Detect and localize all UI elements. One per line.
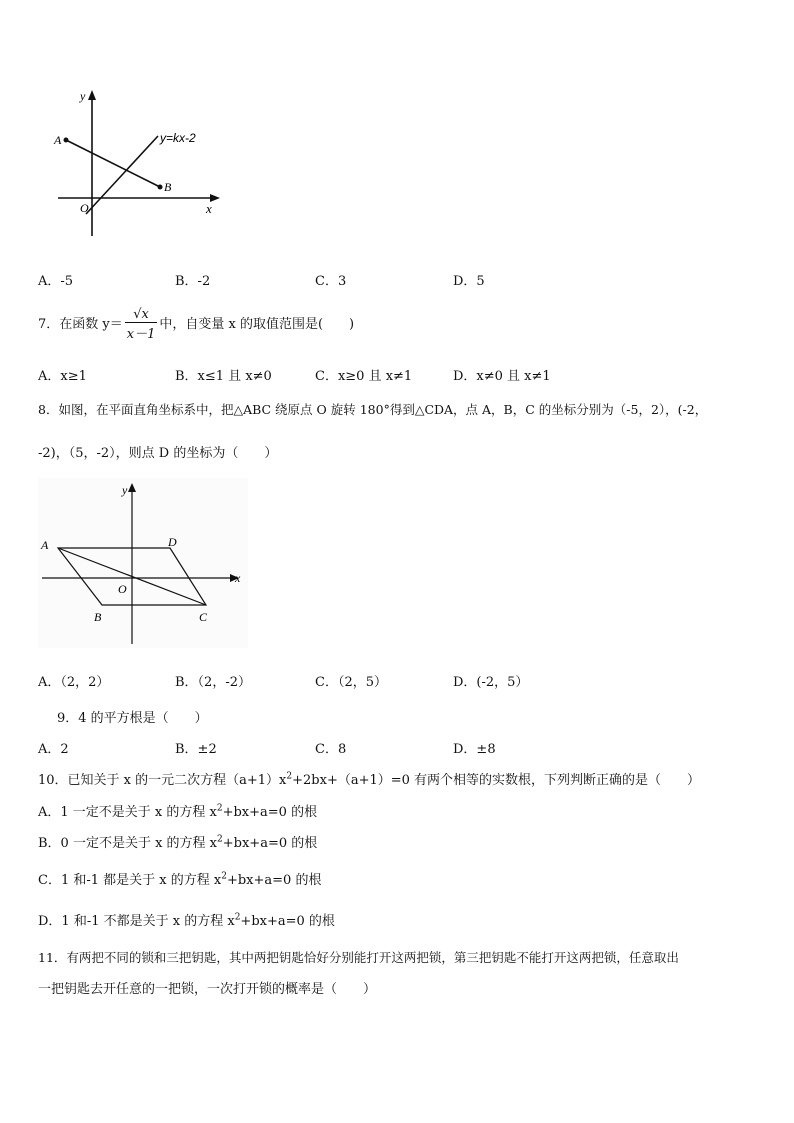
label-o: O — [118, 582, 127, 596]
label-x: x — [235, 571, 241, 585]
q11-text-line-1: 11．有两把不同的锁和三把钥匙，其中两把钥匙恰好分别能打开这两把锁，第三把钥匙不能打开这两把锁，任意取出 — [38, 950, 679, 965]
q7-fraction — [125, 307, 158, 342]
q7-option-c[interactable]: C．x≥0 且 x≠1 — [315, 369, 413, 384]
q8-text-line-1: 8．如图，在平面直角坐标系中，把△ABC 绕原点 O 旋转 180°得到△CDA，点 A，B，C 的坐标分别为（-5，2），(-2， — [38, 402, 708, 417]
q10-option-d-text: D．1 和-1 不都是关于 x 的方程 x — [38, 914, 235, 929]
q10-option-a-post: +bx+a=0 的根 — [222, 805, 318, 820]
label-y: y — [122, 483, 128, 497]
q10-text-pre: 10．已知关于 x 的一元二次方程（a+1）x — [38, 773, 287, 788]
line-kx-minus-2 — [86, 136, 158, 214]
label-y: y — [80, 89, 86, 103]
label-c: C — [199, 610, 208, 624]
q10-option-b-sup: 2 — [217, 834, 223, 845]
y-axis-arrow — [88, 90, 96, 100]
q6-option-a[interactable]: A．-5 — [38, 274, 74, 289]
figure-parallelogram — [38, 478, 248, 648]
q7-option-a[interactable]: A．x≥1 — [38, 369, 87, 384]
q10-text-post: +2bx+（a+1）=0 有两个相等的实数根，下列判断正确的是（ ） — [292, 773, 701, 788]
q8-option-a[interactable]: A．（2，2） — [38, 675, 110, 690]
q10-question — [38, 769, 700, 788]
q9-option-d[interactable]: D．±8 — [453, 742, 496, 757]
q9-option-c[interactable]: C．8 — [315, 742, 347, 757]
q11-text-line-2: 一把钥匙去开任意的一把锁，一次打开锁的概率是（ ） — [38, 982, 377, 997]
q8-text-line-2: -2)，（5，-2），则点 D 的坐标为（ ） — [38, 446, 278, 461]
q9-question: 9．4 的平方根是（ ） — [57, 711, 208, 726]
q6-option-d[interactable]: D．5 — [453, 274, 485, 289]
q10-option-c-text: C．1 和-1 都是关于 x 的方程 x — [38, 873, 222, 888]
q9-option-a[interactable]: A．2 — [38, 742, 69, 757]
q7-option-b[interactable]: B．x≤1 且 x≠0 — [175, 369, 272, 384]
q7-denominator: x－1 — [126, 327, 156, 342]
label-b: B — [94, 610, 102, 624]
q10-option-a[interactable] — [38, 801, 317, 820]
q10-option-d[interactable] — [38, 910, 335, 929]
label-line: y=kx-2 — [160, 131, 196, 145]
label-a: A — [54, 133, 62, 147]
q6-option-c[interactable]: C．3 — [315, 274, 347, 289]
q10-option-d-post: +bx+a=0 的根 — [240, 914, 335, 929]
point-a — [64, 138, 69, 143]
q8-option-b[interactable]: B．（2，-2） — [175, 675, 251, 690]
q7-suffix: 中，自变量 x 的取值范围是( ) — [159, 317, 355, 332]
q10-sup: 2 — [286, 771, 293, 782]
q7-prefix: 7．在函数 y＝ — [38, 317, 123, 332]
q10-option-a-text: A．1 一定不是关于 x 的方程 x — [38, 805, 217, 820]
label-d: D — [168, 535, 177, 549]
q7-option-d[interactable]: D．x≠0 且 x≠1 — [453, 369, 551, 384]
q10-option-b-text: B．0 一定不是关于 x 的方程 x — [38, 836, 218, 851]
label-a: A — [41, 538, 49, 552]
q6-option-b[interactable]: B．-2 — [175, 274, 211, 289]
q8-option-c[interactable]: C．（2，5） — [315, 675, 387, 690]
q8-option-d[interactable]: D．(-2，5） — [453, 675, 529, 690]
segment-ab — [66, 140, 160, 187]
q7-question — [38, 307, 354, 342]
q10-option-a-sup: 2 — [216, 803, 223, 814]
q10-option-c[interactable] — [38, 869, 321, 888]
q10-option-c-post: +bx+a=0 的根 — [226, 873, 322, 888]
q10-option-d-sup: 2 — [234, 912, 241, 923]
point-b — [158, 185, 163, 190]
label-x: x — [206, 201, 212, 216]
figure-line-segment-graph — [50, 88, 225, 240]
q10-option-b[interactable] — [38, 832, 317, 851]
q10-option-c-sup: 2 — [221, 871, 227, 882]
q7-numerator: √x — [125, 307, 158, 323]
label-o: O — [80, 201, 89, 215]
q10-option-b-post: +bx+a=0 的根 — [222, 836, 318, 851]
q9-option-b[interactable]: B．±2 — [175, 742, 217, 757]
label-b: B — [164, 180, 172, 194]
